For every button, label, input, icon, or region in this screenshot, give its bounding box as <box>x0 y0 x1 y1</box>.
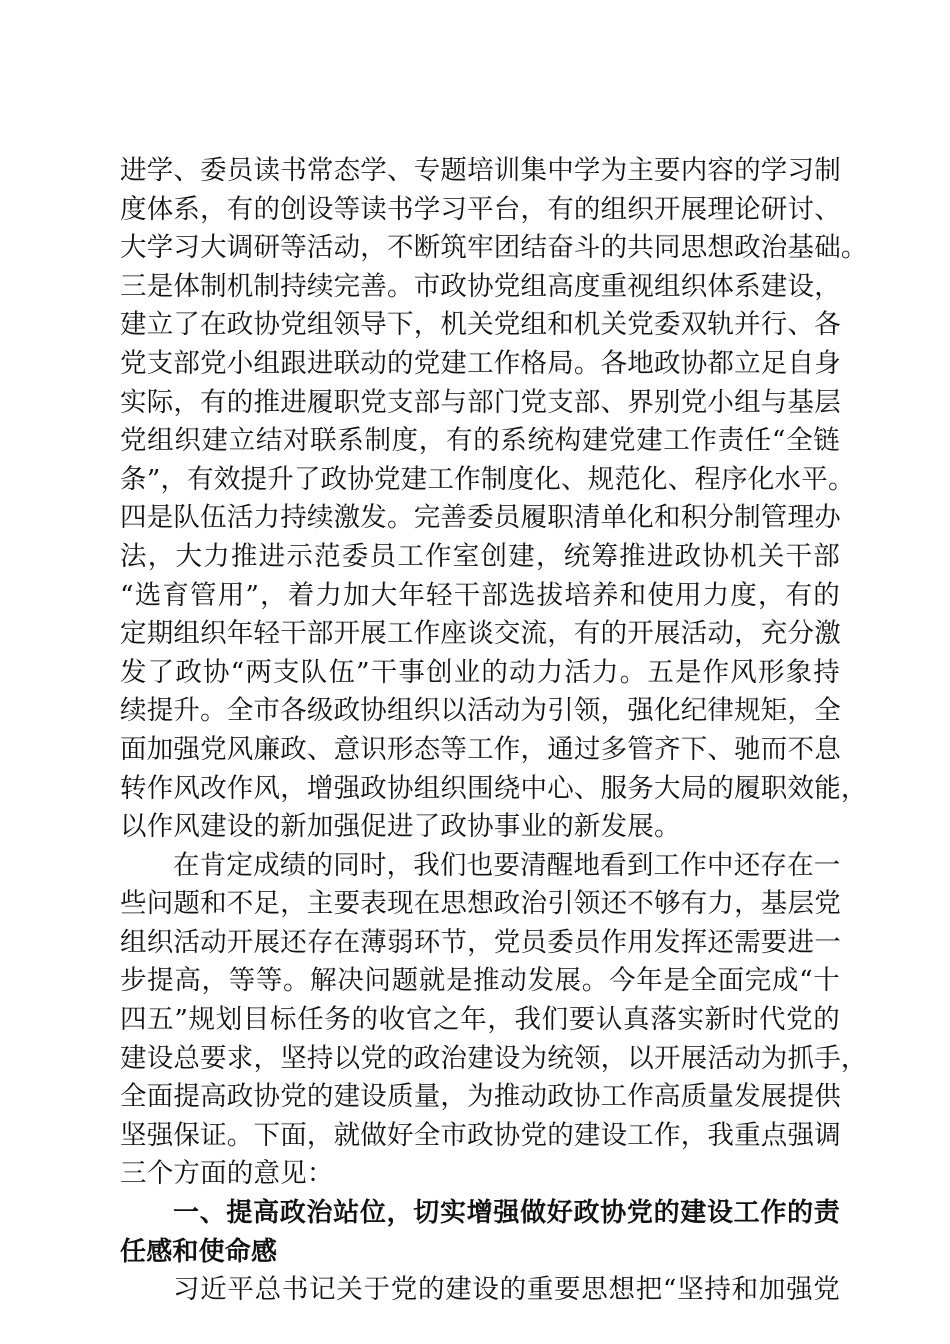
text-line: 实际，有的推进履职党支部与部门党支部、界别党小组与基层 <box>120 386 841 418</box>
text-line: 些问题和不足，主要表现在思想政治引领还不够有力，基层党 <box>120 888 841 920</box>
section-heading: 一、提高政治站位，切实增强做好政协党的建设工作的责 <box>173 1198 840 1229</box>
text-line: 四五”规划目标任务的收官之年，我们要认真落实新时代党的 <box>120 1004 840 1036</box>
section-heading-continuation: 任感和使命感 <box>120 1236 278 1267</box>
text-line: 坚强保证。下面，就做好全市政协党的建设工作，我重点强调 <box>120 1119 841 1151</box>
text-line: 四是队伍活力持续激发。完善委员履职清单化和积分制管理办 <box>120 502 841 534</box>
text-line: 建立了在政协党组领导下，机关党组和机关党委双轨并行、各 <box>120 309 841 341</box>
text-line: 发了政协“两支队伍”干事创业的动力活力。五是作风形象持 <box>120 656 840 688</box>
text-line: 面加强党风廉政、意识形态等工作，通过多管齐下、驰而不息 <box>120 733 841 765</box>
text-line: 建设总要求，坚持以党的政治建设为统领，以开展活动为抓手， <box>120 1042 868 1074</box>
text-line: 习近平总书记关于党的建设的重要思想把“坚持和加强党 <box>173 1274 840 1306</box>
text-line: 法，大力推进示范委员工作室创建，统筹推进政协机关干部 <box>120 540 840 572</box>
text-line: 组织活动开展还存在薄弱环节，党员委员作用发挥还需要进一 <box>120 926 841 958</box>
text-line: “选育管用”，着力加大年轻干部选拔培养和使用力度，有的 <box>120 579 840 611</box>
text-line: 转作风改作风，增强政协组织围绕中心、服务大局的履职效能， <box>120 772 868 804</box>
text-line: 党支部党小组跟进联动的党建工作格局。各地政协都立足自身 <box>120 347 841 379</box>
text-line: 续提升。全市各级政协组织以活动为引领，强化纪律规矩，全 <box>120 695 841 727</box>
text-line: 大学习大调研等活动，不断筑牢团结奋斗的共同思想政治基础。 <box>120 232 868 264</box>
text-line: 条”，有效提升了政协党建工作制度化、规范化、程序化水平。 <box>120 463 855 495</box>
text-line: 三个方面的意见： <box>120 1158 334 1190</box>
text-line: 进学、委员读书常态学、专题培训集中学为主要内容的学习制 <box>120 155 841 186</box>
text-line: 定期组织年轻干部开展工作座谈交流，有的开展活动，充分激 <box>120 618 841 650</box>
text-line: 全面提高政协党的建设质量，为推动政协工作高质量发展提供 <box>120 1081 841 1113</box>
text-line: 三是体制机制持续完善。市政协党组高度重视组织体系建设， <box>120 270 841 302</box>
text-line: 度体系，有的创设等读书学习平台，有的组织开展理论研讨、 <box>120 193 841 225</box>
text-line: 步提高，等等。解决问题就是推动发展。今年是全面完成“十 <box>120 965 840 997</box>
document-body <box>120 152 868 1310</box>
text-line: 以作风建设的新加强促进了政协事业的新发展。 <box>120 811 681 843</box>
text-line: 在肯定成绩的同时，我们也要清醒地看到工作中还存在一 <box>173 849 841 881</box>
text-line: 党组织建立结对联系制度，有的系统构建党建工作责任“全链 <box>120 425 840 457</box>
